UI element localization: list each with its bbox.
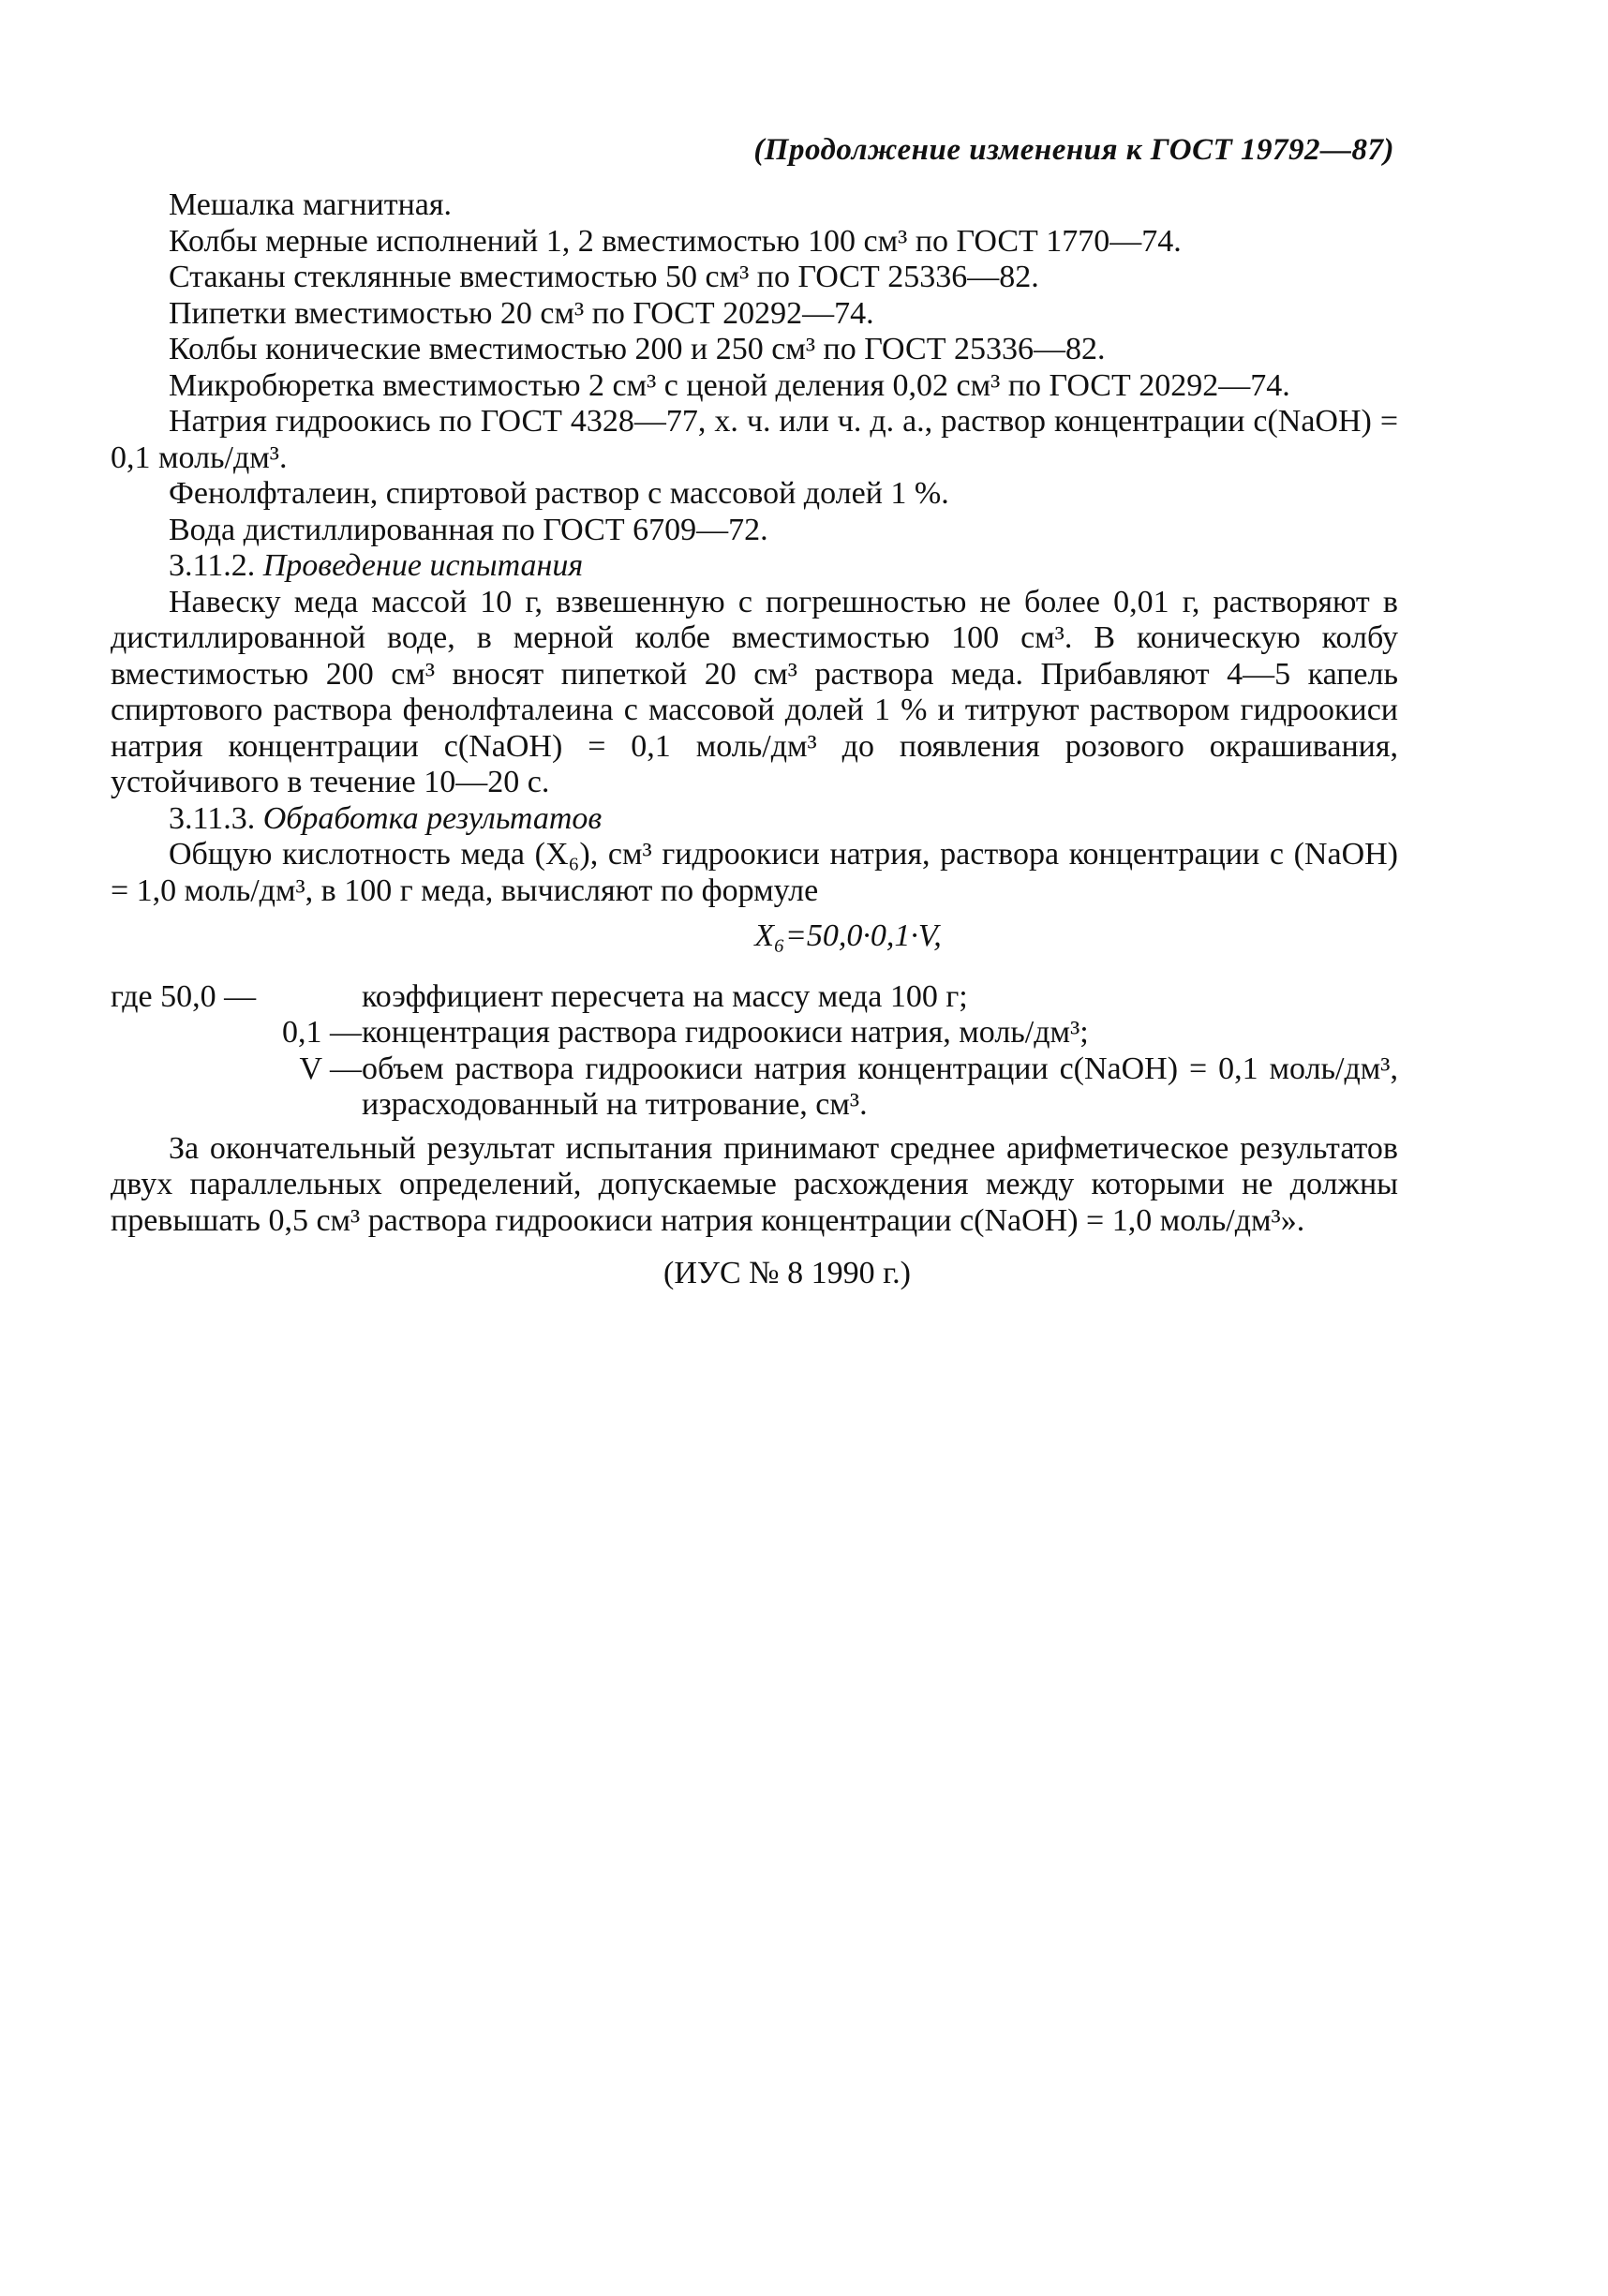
legend-row [111,979,1398,1016]
legend-text: концентрация раствора гидроокиси натрия, моль/дм³; [362,1015,1089,1050]
formula-legend [111,979,1398,1124]
paragraph: Общую кислотность меда (X₆), см³ гидроокиси натрия, раствора концентрации c (NaOH) = 1,0 моль/дм³, в 100 г меда, вычисляют по формуле [111,837,1398,908]
paragraph: Вода дистиллированная по ГОСТ 6709—72. [169,512,768,547]
section-number: 3.11.3. [169,800,256,836]
paragraph: Натрия гидроокись по ГОСТ 4328—77, х. ч. или ч. д. а., раствор концентрации c(NaOH) = 0,1 моль/дм³. [111,404,1398,475]
paragraph: За окончательный результат испытания принимают среднее арифметическое результатов двух параллельных определений, допускаемые расхождения между которыми не должны превышать 0,5 см³ раствора гидроокиси натрия концентрации c(NaOH) = 1,0 моль/дм³». [111,1130,1398,1238]
paragraph: Колбы конические вместимостью 200 и 250 см³ по ГОСТ 25336—82. [169,332,1106,366]
paragraph: Мешалка магнитная. [169,187,452,222]
page-header: (Продолжение изменения к ГОСТ 19792—87) [753,133,1394,167]
paragraph: Фенолфталеин, спиртовой раствор с массовой долей 1 %. [169,476,949,511]
source-reference: (ИУС № 8 1990 г.) [663,1256,911,1290]
section-number: 3.11.2. [169,548,256,583]
paragraph: Микробюретка вместимостью 2 см³ с ценой деления 0,02 см³ по ГОСТ 20292—74. [169,367,1290,403]
formula: X₆=50,0·0,1·V, [754,918,942,953]
paragraph: Стаканы стеклянные вместимостью 50 см³ по ГОСТ 25336—82. [169,260,1039,294]
legend-label: 0,1 — [282,1015,362,1050]
paragraph: Колбы мерные исполнений 1, 2 вместимостью 100 см³ по ГОСТ 1770—74. [169,223,1182,259]
document-body [111,187,1398,1292]
legend-label: V — [299,1051,362,1086]
paragraph: Пипетки вместимостью 20 см³ по ГОСТ 20292—74. [169,295,874,331]
legend-label: где 50,0 — [111,978,257,1014]
section-heading [111,801,1398,838]
section-title: Обработка результатов [262,800,603,836]
legend-text: объем раствора гидроокиси натрия концентрации c(NaOH) = 0,1 моль/дм³, израсходованный на титрование, см³. [362,1051,1398,1122]
legend-row [111,1015,1398,1051]
section-title: Проведение испытания [262,548,584,583]
legend-text: коэффициент пересчета на массу меда 100 г; [362,978,968,1014]
paragraph: Навеску меда массой 10 г, взвешенную с погрешностью не более 0,01 г, растворяют в дистиллированной воде, в мерной колбе вместимостью 100 см³. В коническую колбу вместимостью 200 см³ вносят пипеткой 20 см³ раствора меда. Прибавляют 4—5 капель спиртового раствора фенолфталеина с массовой долей 1 % и титруют раствором гидроокиси натрия концентрации c(NaOH) = 0,1 моль/дм³ до появления розового окрашивания, устойчивого в течение 10—20 с. [111,584,1398,799]
legend-row [111,1051,1398,1124]
section-heading [111,548,1398,585]
